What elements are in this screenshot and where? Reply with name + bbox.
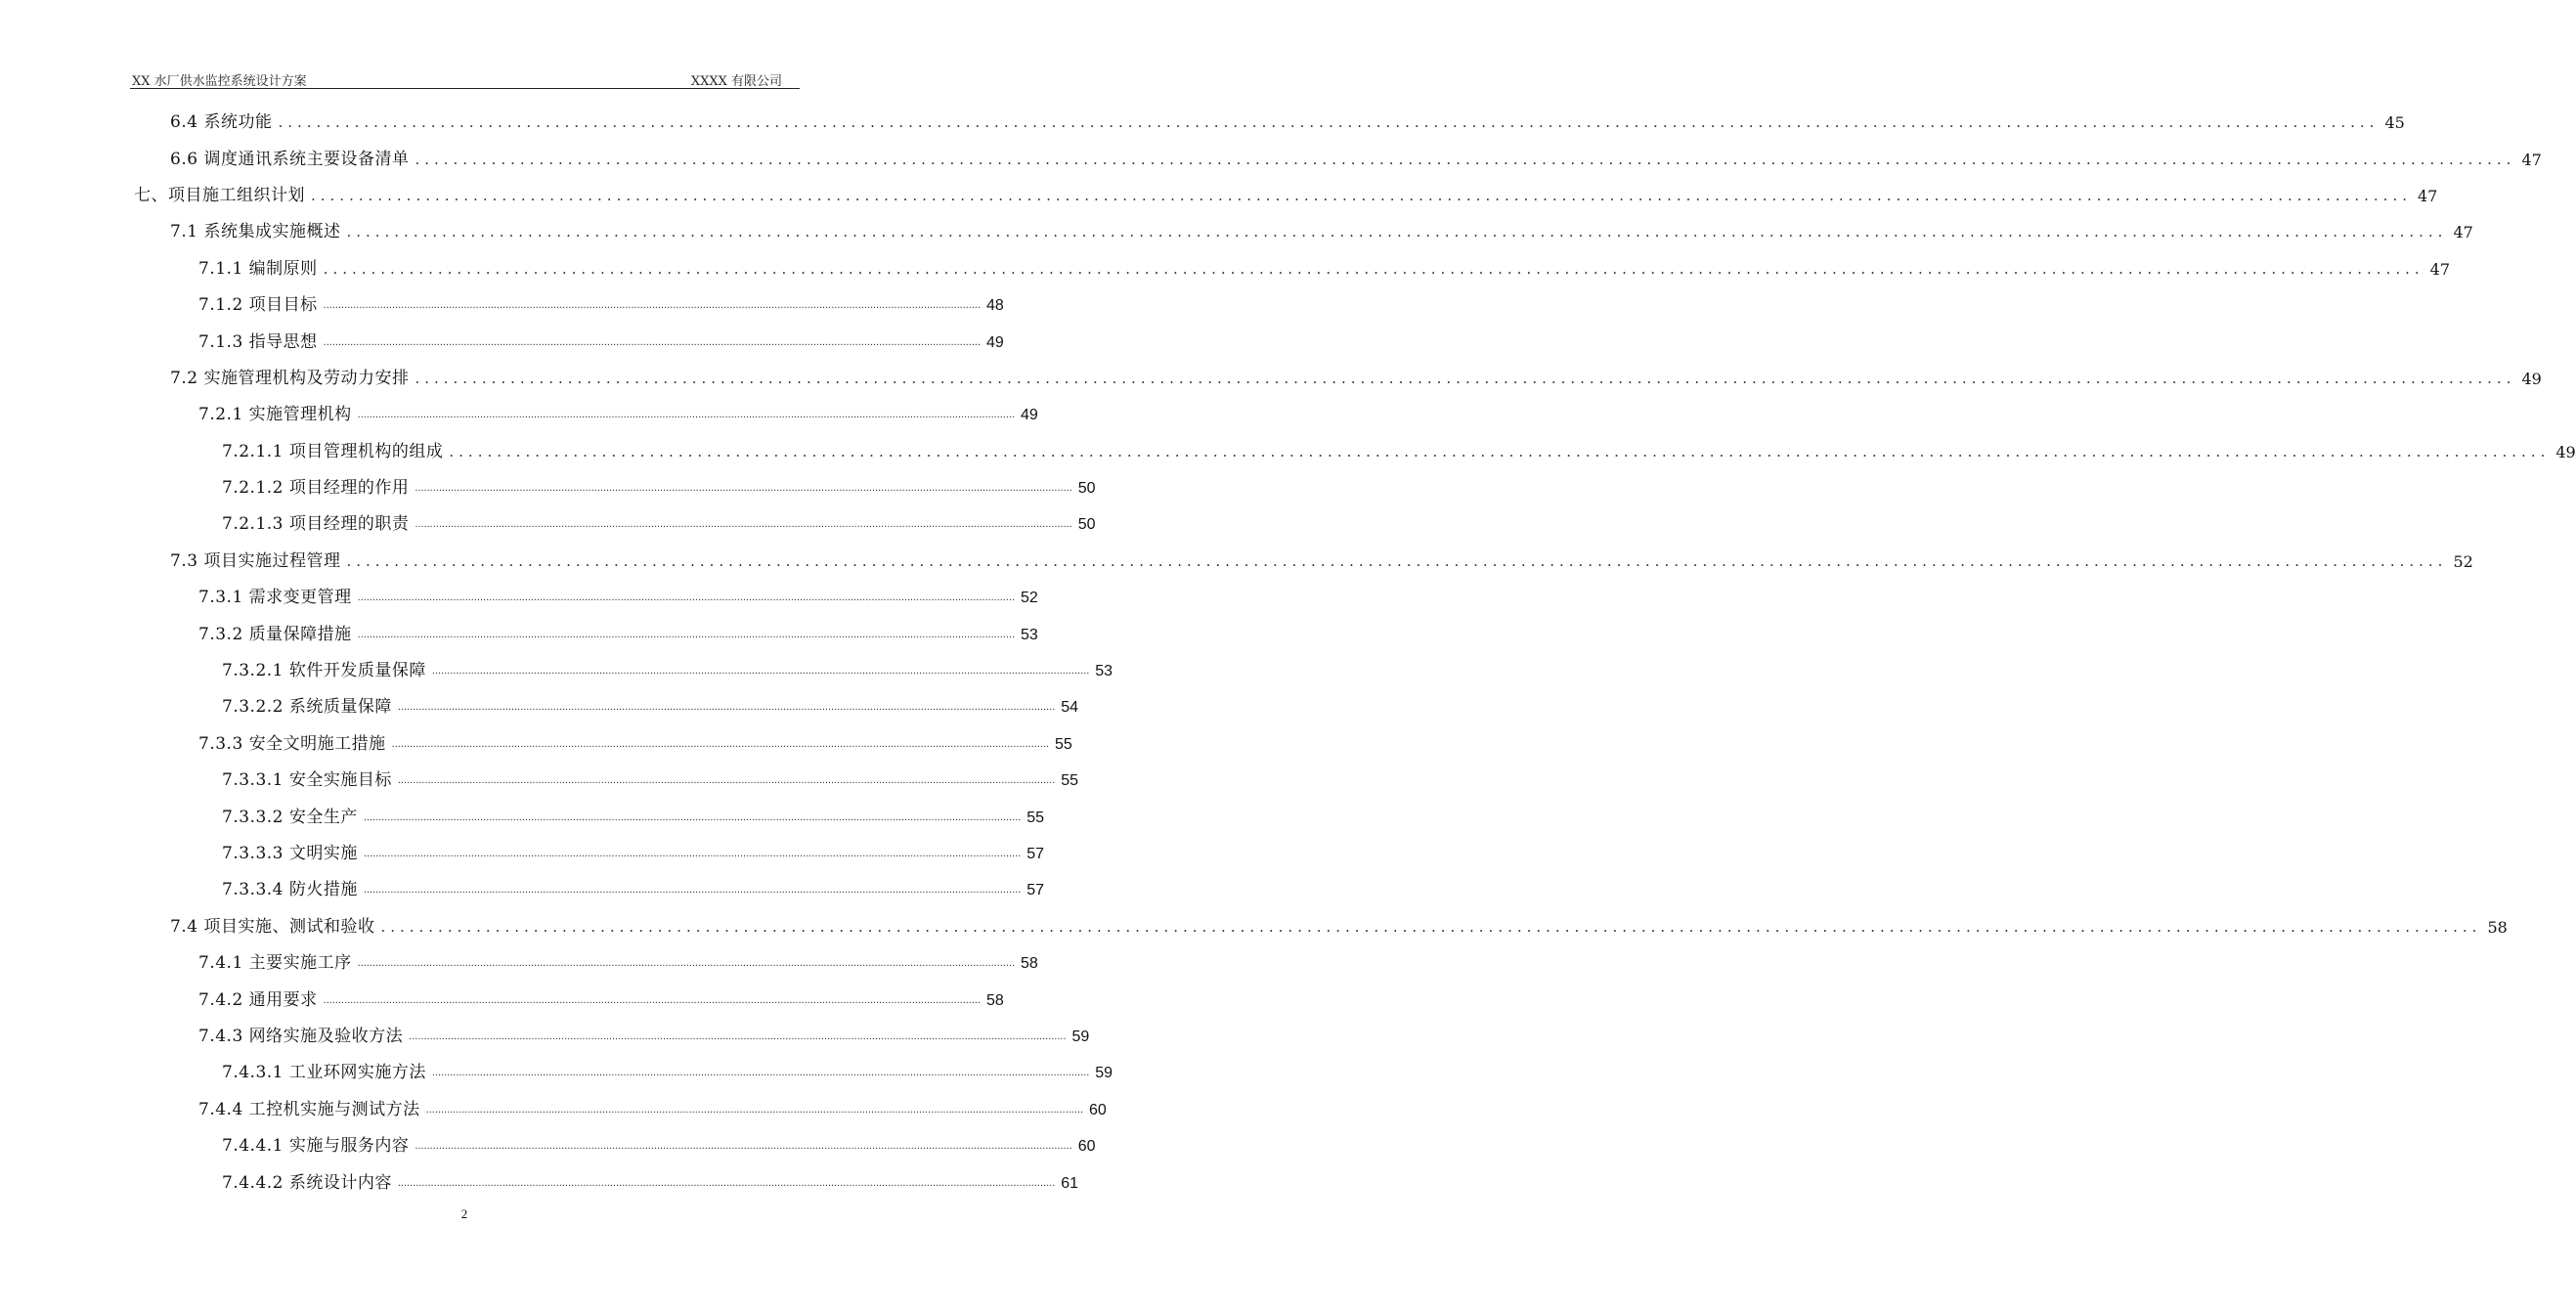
toc-dot-leader: ............................................................................................................................................................................................................................ [415, 369, 2516, 387]
toc-dot-leader: ............................................................................................................................................................................................................................ [415, 1140, 1072, 1153]
toc-entry-title: 7.2 实施管理机构及劳动力安排 [170, 368, 410, 388]
toc-entry-title: 7.3.3.1 安全实施目标 [222, 770, 392, 791]
toc-entry-page: 50 [1077, 480, 1096, 498]
toc-entry-page: 52 [1021, 590, 1038, 607]
toc-dot-leader: ............................................................................................................................................................................................................................ [357, 409, 1016, 421]
toc-entry[interactable] [0, 1055, 1113, 1091]
toc-dot-leader: ............................................................................................................................................................................................................................ [323, 259, 2424, 278]
toc-entry[interactable] [0, 434, 2576, 470]
toc-entry-page: 45 [2384, 113, 2405, 133]
toc-entry-page: 58 [2487, 917, 2508, 937]
toc-entry[interactable] [0, 580, 1038, 616]
toc-entry-title: 7.3.3.4 防火措施 [222, 880, 358, 900]
toc-entry-page: 58 [1021, 955, 1038, 973]
toc-entry-page: 49 [1021, 407, 1038, 424]
toc-entry[interactable] [0, 1128, 1096, 1164]
toc-entry-title: 7.4.4.2 系统设计内容 [222, 1172, 392, 1193]
toc-entry-page: 47 [2521, 150, 2542, 169]
toc-entry[interactable] [0, 763, 1079, 799]
toc-entry-page: 55 [1061, 772, 1079, 790]
toc-entry-page: 53 [1021, 626, 1038, 643]
toc-dot-leader: ............................................................................................................................................................................................................................ [363, 810, 1022, 823]
toc-dot-leader: ............................................................................................................................................................................................................................ [346, 551, 2448, 570]
toc-entry[interactable] [0, 909, 2508, 945]
toc-entry[interactable] [0, 799, 1045, 835]
toc-entry-page: 61 [1061, 1174, 1079, 1192]
toc-entry-title: 7.3.3 安全文明施工措施 [198, 733, 386, 754]
toc-entry[interactable] [0, 105, 2405, 141]
toc-entry-page: 55 [1055, 735, 1072, 753]
toc-entry-page: 47 [2453, 223, 2473, 242]
toc-entry[interactable] [0, 689, 1079, 725]
toc-entry-page: 57 [1026, 882, 1045, 899]
toc-entry-title: 7.2.1.1 项目管理机构的组成 [222, 441, 444, 461]
toc-entry-title: 7.1.3 指导思想 [198, 331, 318, 352]
toc-entry-page: 50 [1077, 516, 1096, 534]
toc-entry-page: 53 [1095, 663, 1113, 680]
toc-dot-leader: ............................................................................................................................................................................................................................ [363, 848, 1022, 859]
toc-entry[interactable] [0, 251, 2451, 287]
toc-entry-page: 49 [2555, 442, 2576, 461]
toc-dot-leader: ............................................................................................................................................................................................................................ [409, 1029, 1067, 1042]
toc-dot-leader: ............................................................................................................................................................................................................................ [357, 957, 1016, 970]
toc-entry-title: 7.4.4.1 实施与服务内容 [222, 1136, 410, 1157]
toc-dot-leader: ............................................................................................................................................................................................................................ [431, 665, 1090, 678]
toc-entry[interactable] [0, 1164, 1079, 1201]
toc-entry-title: 七、项目施工组织计划 [134, 185, 305, 205]
toc-entry-page: 59 [1095, 1065, 1113, 1082]
header-document-title: XX 水厂供水监控系统设计方案 [132, 74, 307, 89]
toc-entry-title: 7.4 项目实施、测试和验收 [170, 916, 375, 937]
table-of-contents [0, 105, 2576, 1202]
toc-entry[interactable] [0, 397, 1038, 433]
page-header [130, 68, 800, 89]
toc-dot-leader: ............................................................................................................................................................................................................................ [431, 1067, 1090, 1079]
page-number: 2 [460, 1206, 468, 1221]
toc-entry-title: 7.1.2 项目目标 [198, 295, 318, 316]
toc-entry-page: 58 [986, 991, 1004, 1009]
toc-dot-leader: ............................................................................................................................................................................................................................ [380, 917, 2482, 936]
toc-dot-leader: ............................................................................................................................................................................................................................ [311, 186, 2412, 204]
toc-entry[interactable] [0, 653, 1113, 689]
toc-dot-leader: ............................................................................................................................................................................................................................ [323, 299, 982, 312]
toc-entry-title: 6.6 调度通讯系统主要设备清单 [170, 149, 410, 169]
toc-entry[interactable] [0, 361, 2542, 397]
toc-dot-leader: ............................................................................................................................................................................................................................ [449, 442, 2551, 460]
toc-entry-page: 52 [2453, 551, 2473, 571]
toc-entry-page: 60 [1089, 1101, 1107, 1118]
toc-entry-title: 7.4.4 工控机实施与测试方法 [198, 1099, 420, 1119]
toc-dot-leader: ............................................................................................................................................................................................................................ [397, 1176, 1056, 1189]
toc-entry[interactable] [0, 616, 1038, 652]
toc-entry[interactable] [0, 982, 1004, 1018]
toc-entry-title: 7.3 项目实施过程管理 [170, 550, 341, 571]
toc-dot-leader: ............................................................................................................................................................................................................................ [346, 223, 2448, 241]
toc-entry-title: 7.4.1 主要实施工序 [198, 953, 352, 974]
toc-entry-title: 7.3.2.1 软件开发质量保障 [222, 661, 426, 681]
toc-dot-leader: ............................................................................................................................................................................................................................ [425, 1103, 1084, 1116]
toc-dot-leader: ............................................................................................................................................................................................................................ [357, 628, 1016, 640]
toc-entry-title: 7.2.1.2 项目经理的作用 [222, 478, 410, 499]
toc-entry-page: 55 [1026, 809, 1045, 826]
toc-entry[interactable] [0, 324, 1004, 360]
toc-dot-leader: ............................................................................................................................................................................................................................ [415, 482, 1072, 495]
toc-entry[interactable] [0, 1019, 1090, 1055]
toc-entry-page: 49 [2521, 369, 2542, 388]
toc-entry-page: 49 [986, 333, 1004, 351]
toc-entry[interactable] [0, 1092, 1107, 1128]
toc-entry-title: 6.4 系统功能 [170, 112, 273, 133]
toc-entry[interactable] [0, 506, 1096, 543]
toc-entry[interactable] [0, 544, 2473, 580]
toc-dot-leader: ............................................................................................................................................................................................................................ [415, 518, 1072, 531]
toc-entry[interactable] [0, 287, 1004, 324]
toc-dot-leader: ............................................................................................................................................................................................................................ [397, 701, 1056, 714]
toc-entry[interactable] [0, 836, 1045, 872]
toc-entry[interactable] [0, 726, 1072, 763]
toc-dot-leader: ............................................................................................................................................................................................................................ [415, 150, 2516, 168]
toc-entry[interactable] [0, 178, 2438, 214]
toc-entry[interactable] [0, 945, 1038, 982]
toc-entry-title: 7.4.2 通用要求 [198, 989, 318, 1010]
toc-dot-leader: ............................................................................................................................................................................................................................ [357, 591, 1016, 604]
toc-entry-title: 7.3.3.2 安全生产 [222, 807, 358, 827]
toc-entry-page: 60 [1077, 1138, 1096, 1156]
toc-entry-title: 7.1.1 编制原则 [198, 258, 318, 279]
toc-entry-title: 7.2.1 实施管理机构 [198, 405, 352, 425]
toc-entry-title: 7.3.2 质量保障措施 [198, 624, 352, 644]
toc-entry-title: 7.3.1 需求变更管理 [198, 588, 352, 608]
toc-dot-leader: ............................................................................................................................................................................................................................ [323, 993, 982, 1006]
toc-entry[interactable] [0, 470, 1096, 506]
toc-entry-page: 54 [1061, 699, 1079, 717]
toc-entry-page: 47 [2429, 259, 2451, 279]
toc-dot-leader: ............................................................................................................................................................................................................................ [363, 884, 1022, 897]
toc-dot-leader: ............................................................................................................................................................................................................................ [323, 335, 982, 348]
toc-entry-title: 7.4.3.1 工业环网实施方法 [222, 1063, 426, 1083]
header-company-name: XXXX 有限公司 [690, 74, 782, 89]
toc-entry-title: 7.2.1.3 项目经理的职责 [222, 514, 410, 535]
toc-entry-title: 7.4.3 网络实施及验收方法 [198, 1026, 404, 1046]
toc-dot-leader: ............................................................................................................................................................................................................................ [391, 737, 1050, 750]
toc-entry-page: 48 [986, 297, 1004, 315]
toc-entry-page: 57 [1026, 846, 1045, 862]
toc-entry[interactable] [0, 214, 2473, 250]
toc-entry-title: 7.3.2.2 系统质量保障 [222, 697, 392, 718]
toc-entry-title: 7.3.3.3 文明实施 [222, 844, 358, 863]
toc-dot-leader: ............................................................................................................................................................................................................................ [397, 774, 1056, 787]
toc-entry-page: 47 [2417, 186, 2438, 205]
toc-entry[interactable] [0, 141, 2542, 177]
toc-entry-title: 7.1 系统集成实施概述 [170, 222, 341, 242]
toc-entry-page: 59 [1071, 1028, 1090, 1045]
toc-dot-leader: ............................................................................................................................................................................................................................ [278, 113, 2380, 132]
toc-entry[interactable] [0, 872, 1045, 908]
